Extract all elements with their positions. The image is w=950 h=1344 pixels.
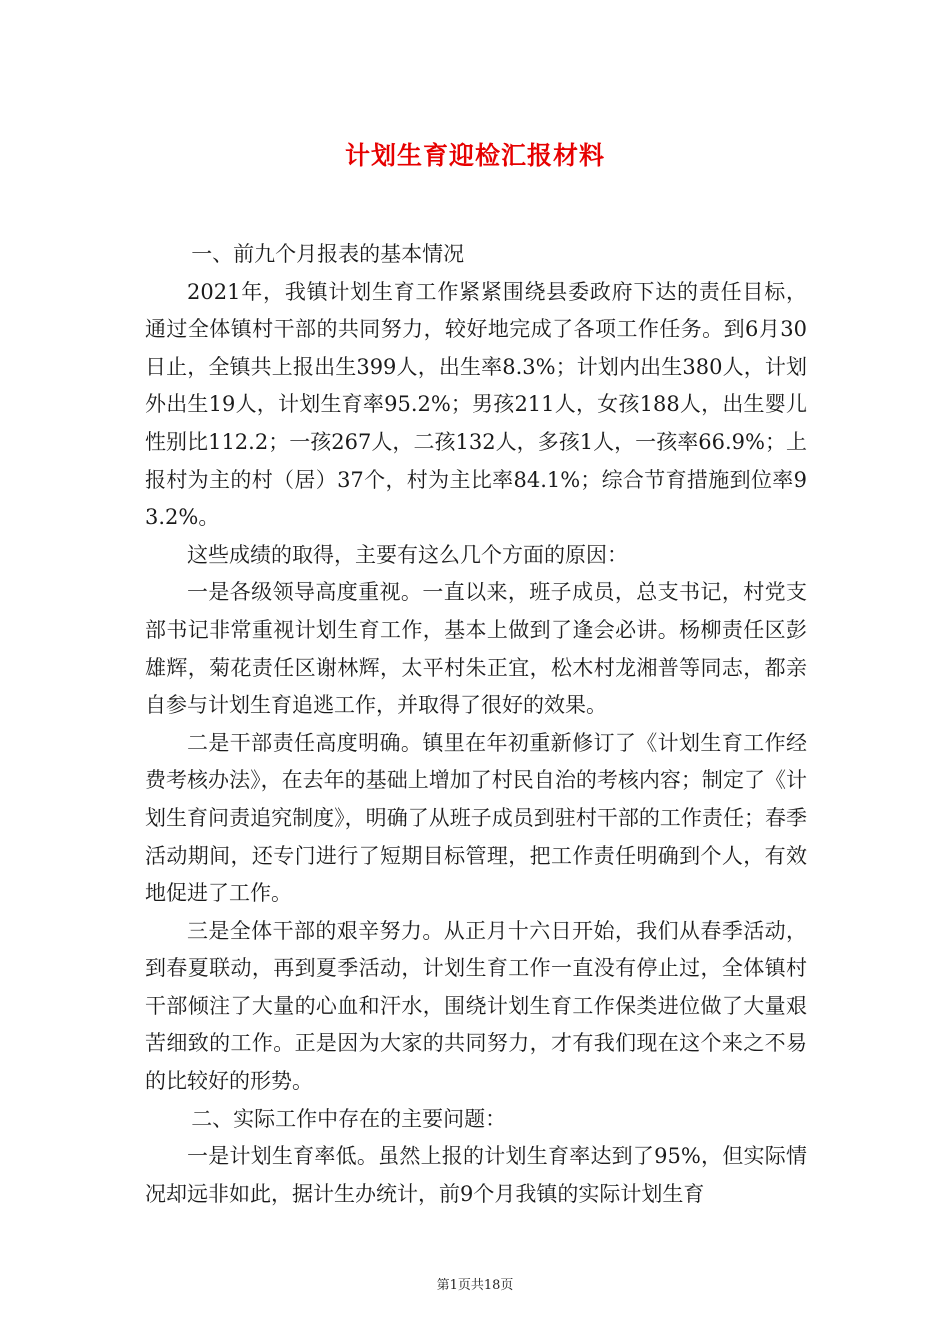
- paragraph-reasons-intro: 这些成绩的取得，主要有这么几个方面的原因：: [187, 542, 628, 567]
- document-title: 计划生育迎检汇报材料: [344, 141, 605, 170]
- section-heading-1: 一、前九个月报表的基本情况: [191, 242, 465, 266]
- page-number-footer: 第1页共18页: [436, 1278, 514, 1293]
- document-body: [145, 236, 807, 1213]
- paragraph-reason-3: 三是全体干部的艰辛努力。从正月十六日开始，我们从春季活动，到春夏联动，再到夏季活动，计划生育工作一直没有停止过，全体镇村干部倾注了大量的心血和汗水，围绕计划生育工作保类进位做了大量艰苦细致的工作。正是因为大家的共同努力，才有我们现在这个来之不易的比较好的形势。: [145, 918, 807, 1094]
- paragraph-reason-1: 一是各级领导高度重视。一直以来，班子成员，总支书记，村党支部书记非常重视计划生育工作，基本上做到了逢会必讲。杨柳责任区彭雄辉，菊花责任区谢林辉，太平村朱正宜，松木村龙湘普等同志，都亲自参与计划生育追逃工作，并取得了很好的效果。: [145, 580, 807, 718]
- paragraph-statistics: 2021年，我镇计划生育工作紧紧围绕县委政府下达的责任目标，通过全体镇村干部的共同努力，较好地完成了各项工作任务。到6月30日止，全镇共上报出生399人，出生率8.3%；计划内出生380人，计划外出生19人，计划生育率95.2%；男孩211人，女孩188人，出生婴儿性别比112.2；一孩267人，二孩132人，多孩1人，一孩率66.9%；上报村为主的村（居）37个，村为主比率84.1%；综合节育措施到位率93.2%。: [145, 279, 807, 530]
- section-heading-2: 二、实际工作中存在的主要问题：: [191, 1106, 507, 1131]
- paragraph-reason-2: 二是干部责任高度明确。镇里在年初重新修订了《计划生育工作经费考核办法》，在去年的基础上增加了村民自治的考核内容；制定了《计划生育问责追究制度》，明确了从班子成员到驻村干部的工作责任；春季活动期间，还专门进行了短期目标管理，把工作责任明确到个人，有效地促进了工作。: [145, 730, 807, 906]
- paragraph-problem-1: 一是计划生育率低。虽然上报的计划生育率达到了95%，但实际情况却远非如此，据计生办统计，前9个月我镇的实际计划生育: [145, 1144, 807, 1206]
